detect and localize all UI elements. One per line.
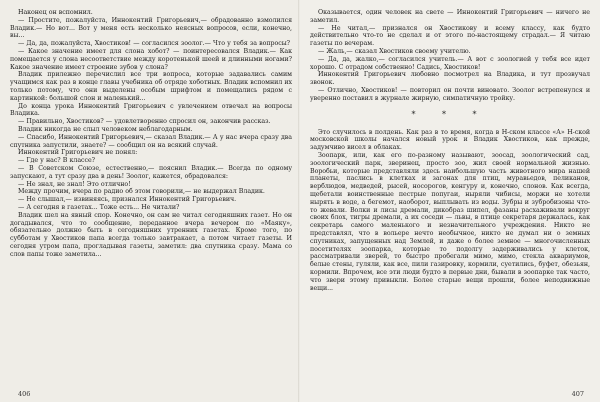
paragraph: — Правильно, Хвостиков? — удовлетворенно спросил он, закончив рассказ.: [18, 118, 271, 126]
paragraph: — Не знал, не знал! Это отлично!: [18, 180, 131, 188]
page-number-left: 406: [18, 390, 31, 398]
left-page-text: [10, 9, 292, 259]
paragraph: — Жаль,— сказал Хвостиков своему учителю.: [318, 47, 471, 55]
right-page-text-bottom: [310, 129, 590, 293]
paragraph: Между прочим, вчера по радио об этом говорили,— не выдержал Владик.: [18, 188, 265, 196]
paragraph: Оказывается, один человек на свете — Иннокентий Григорьевич — ничего не заметил.: [310, 9, 590, 24]
paragraph: Иннокентий Григорьевич не понял:: [18, 149, 138, 157]
paragraph: Владик никогда не слыл человеком неблагодарным.: [18, 125, 193, 133]
paragraph: — Спасибо, Иннокентий Григорьевич,— сказал Владик.— А у нас вчера сразу два спутника запустили, знаете? — сообщил он на всякий случай.: [10, 133, 292, 149]
paragraph: — Какое значение имеет для слона хобот? — поинтересовался Владик.— Как помещается у слона несоответствие между коротенькой шеей и длинными ногами? Какое значение имеет строение зубов у слона?: [10, 47, 292, 71]
paragraph: Это случилось в полдень. Как раз в то время, когда в Н-ском классе «А» Н-ской московской школы начался новый урок и Владик Хвостиков, как прежде, задумчиво висел в облаках.: [310, 128, 590, 152]
paragraph: — В Советском Союзе, естественно,— пояснил Владик.— Всегда по одному запускают, а тут сразу два в день! Зоолог, кажется, обрадовался:: [10, 164, 292, 180]
paragraph: Иннокентий Григорьевич любовно посмотрел на Владика, и тут прозвучал звонок.: [310, 71, 590, 87]
paragraph: — Да, да, пожалуйста, Хвостиков! — согласился зоолог.— Что у тебя за вопросы?: [18, 40, 290, 48]
paragraph: — Простите, пожалуйста, Иннокентий Григорьевич,— обрадованно взмолился Владик.— Но вот... Вот у меня есть несколько неясных вопросов, если, конечно, вы...: [10, 16, 292, 40]
paragraph: — Где у нас? В классе?: [18, 157, 96, 165]
paragraph: Наконец он вспомнил.: [18, 9, 93, 16]
paragraph: — А сегодня в газетах... Тоже есть... Не читали?: [18, 203, 180, 211]
paragraph: — Не слышал,— извиняясь, признался Иннокентий Григорьевич.: [18, 196, 237, 204]
page-number-right: 407: [571, 390, 584, 398]
paragraph: Владик прилежно перечислил все три вопроса, которые задавались самим учащимся как раз в конце главы учебника об отряде хоботных. Владик вспомнил их только потому, что они выделены особым шрифтом и помещались рядом с картинкой: большой слон и маленький...: [10, 71, 292, 102]
paragraph: — Отлично, Хвостиков! — повторил он почти виновато. Зоолог встрепенулся и уверенно поставил в журнале жирную, симпатичную тройку.: [310, 86, 590, 102]
paragraph: Владик шел на явный спор. Конечно, он сам не читал сегодняшних газет. Но он догадывался, что то сообщение, переданное вчера вечером по «Маяку», обязательно должно быть в сегодняшних утренних газетах. Кроме того, по субботам у Хвостиков папа всегда только завтракает, а потом читает газеты. И сегодня утром папа, прогладывая газеты, заметил: два спутника сразу. Мама со слов папы тоже заметила...: [10, 211, 292, 258]
paragraph: — Не читал,— признался он Хвостикову и всему классу, как будто действительно что-то не сделал и от этого по-настоящему страдал.— Я читаю газеты по вечерам.: [310, 24, 590, 48]
paragraph: — Да, да, жалко,— согласился учитель.— А вот с зоологией у тебя все идет хорошо. С отрадом собственно! Садись, Хвостиков!: [310, 55, 590, 71]
right-page-text-top: [310, 9, 590, 103]
paragraph: До конца урока Иннокентий Григорьевич с увлечением отвечал на вопросы Владика.: [10, 102, 292, 118]
right-page: [300, 0, 600, 402]
paragraph: Зоопарк, или, как его по-разному называют, зоосад, зоологический сад, зоологический парк, зверинец, просто зоо, жил своей нормальной жизнью. Воробьи, которые представляли здесь наибольшую часть животного мира нашей планеты, паслись в клетках и загонах для птиц, муравьедов, пеликанов, верблюдов, медведей, рысей, носорогов, кенгуру и, конечно, слонов. Как всегда, щебетали воинственные пестрые попугаи, ныряли чибисы, моржи не хотели нырять в воде, а бегемот, наоборот, выплывать из воды. Зубры и зубробизоны что-то жевали. Волки и лисы дремали, дикобраз шипел, фазаны расхаживали вокруг своих блох, тигры дремали, а их соседи — львы, в птице секретаря держалась, как секретарь самого маленького и незначительного учреждения. Никто не представлял, что в вольере нечто необычное, никто не думал ни о земных спутниках, запущенных над Землей, и даже о более земное — многочисленных посетителях зоопарка, которые то подолгу задерживались у клеток, рассматривали зверей, то быстро пробегали мимо, мимо, стекла аквариумов, белые стены, гуляли, как все, пили газировку, кормили, суетились, буфет, обезьян, кормили. Впрочем, все эти люди будто в первые дни, бывали в зоопарке так часто, что звери этому привыкли. Более старые вещи прошли, более неподвижные вещи...: [310, 151, 590, 292]
section-separator: * * *: [411, 109, 489, 119]
